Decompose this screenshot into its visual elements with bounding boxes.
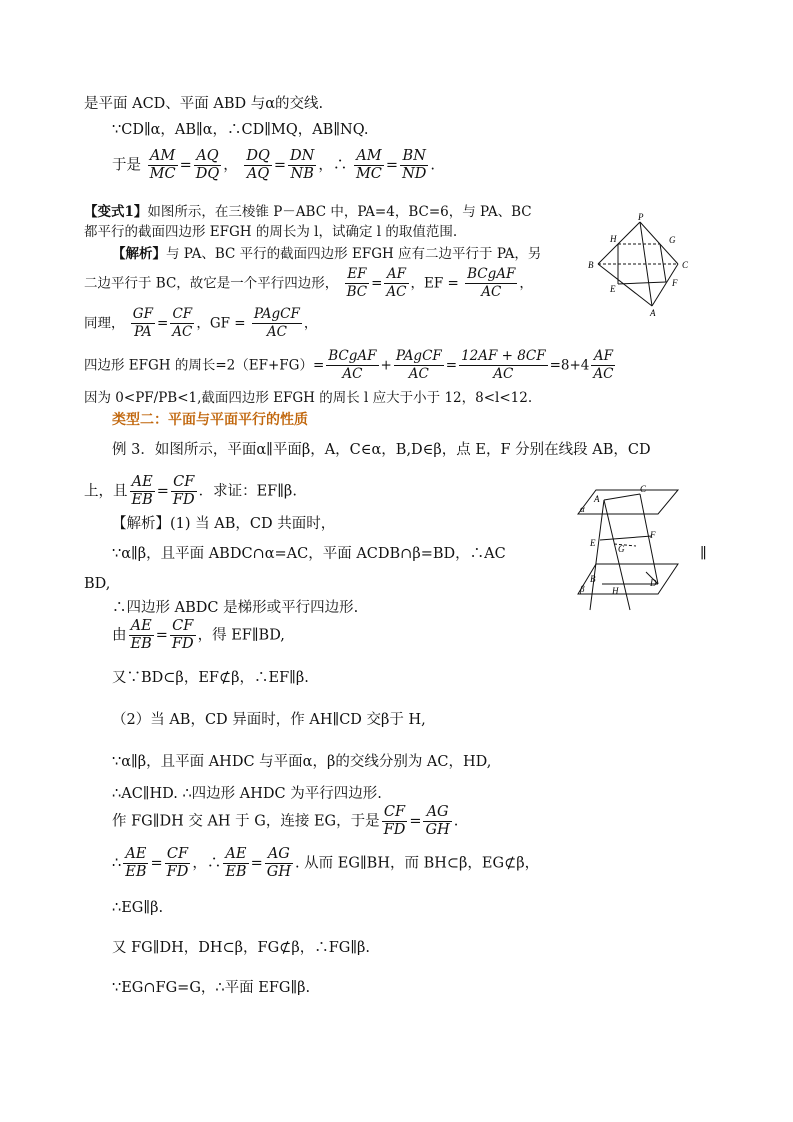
section-heading: 类型二：平面与平面平行的性质 [112,412,308,428]
label-B: B [588,260,594,270]
text-line: 【解析】(1) 当 AB，CD 共面时， [112,516,336,532]
fraction: $\frac{AM}{MC}$ [355,148,382,182]
text-line: 因为 0<PF/PB<1,截面四边形 EFGH 的周长 l 应大于小于 12，8<l<12. [84,390,533,406]
fraction: $\frac{AG}{GH}$ [425,804,450,838]
label-alpha: α [580,504,585,514]
fraction: $\frac{\text{PAgCF}}{AC}$ [395,348,442,382]
text-line: ∴四边形 ABDC 是梯形或平行四边形. [112,600,359,616]
variant-question: 【变式1】如图所示，在三棱锥 P－ABC 中，PA=4，BC=6，与 PA、BC [84,204,532,220]
text-line: ∴ $\frac{AE}{EB}$ = $\frac{CF}{FD}$ ，∴ $\frac{AE}{EB}$ = $\frac{AG}{GH}$ . 从而 EG∥BH，而 BH⊂β，EG⊄β， [112,846,540,880]
fraction: $\frac{AE}{EB}$ [130,618,152,652]
text-line: ∥ [700,546,707,562]
fraction: $\frac{AE}{EB}$ [125,846,147,880]
fraction: $\frac{AE}{EB}$ [131,474,153,508]
fraction: $\frac{\text{BCgAF}}{AC}$ [328,348,377,382]
fraction: $\frac{DQ}{AQ}$ [246,148,270,182]
fraction: $\frac{AE}{EB}$ [225,846,247,880]
label-H: H [610,234,617,244]
proportion-line: 于是 $\frac{AM}{MC}$ = $\frac{AQ}{DQ}$ ， $\frac{DQ}{AQ}$ = $\frac{DN}{NB}$ ，∴ $\frac{AM}{MC}$ = $\frac{BN}{ND}$ . [112,148,435,182]
label-H: H [612,586,619,596]
text-line: ∴AC∥HD. ∴四边形 AHDC 为平行四边形. [112,786,382,802]
fraction: $\frac{\text{PAgCF}}{AC}$ [253,306,300,340]
label-A: A [650,308,656,318]
label-F: F [650,530,656,540]
text-line: 又∵BD⊂β，EF⊄β，∴EF∥β. [112,670,309,686]
label-P: P [638,212,644,222]
text-line: ∵α∥β，且平面 ABDC∩α=AC，平面 ACDB∩β=BD，∴AC [112,546,506,562]
label-C: C [682,260,689,270]
fraction: $\frac{CF}{FD}$ [171,618,194,652]
label-E: E [590,538,596,548]
text-line: 作 FG∥DH 交 AH 于 G，连接 EG，于是 $\frac{CF}{FD}$ = $\frac{AG}{GH}$ . [112,804,459,838]
label-E: E [610,284,616,294]
text-line: 上，且 $\frac{AE}{EB}$ = $\frac{CF}{FD}$ ．求证：EF∥β. [84,474,297,508]
fraction: $\frac{AG}{GH}$ [266,846,291,880]
fraction: $\frac{EF}{BC}$ [346,266,368,300]
label-G: G [669,235,676,245]
fraction: $\frac{DN}{NB}$ [290,148,315,182]
fraction: $\frac{CF}{FD}$ [383,804,406,838]
fraction: $\frac{AF}{AC}$ [386,266,407,300]
fraction: $\frac{AQ}{DQ}$ [195,148,220,182]
label-B: B [590,574,596,584]
text-line: ∵CD∥α，AB∥α，∴CD∥MQ，AB∥NQ. [112,122,369,138]
text-line: ∵EG∩FG=G，∴平面 EFG∥β. [112,980,311,996]
text-line: ∴EG∥β. [112,900,164,916]
text-line: 由 $\frac{AE}{EB}$ = $\frac{CF}{FD}$ ，得 EF∥BD, [112,618,285,652]
text-line: 又 FG∥DH，DH⊂β，FG⊄β，∴FG∥β. [112,940,371,956]
label-C: C [640,484,647,494]
solution-line: 二边平行于 BC，故它是一个平行四边形， $\frac{EF}{BC}$ = $\frac{AF}{AC}$ ，EF = $\frac{\text{BCgAF}}{AC}$ ， [84,266,533,300]
solution-line: 四边形 EFGH 的周长=2（EF+FG）= $\frac{\text{BCgAF}}{AC}$ + $\frac{\text{PAgCF}}{AC}$ = $\frac{12AF + 8CF}{AC}$ =8+4 $\frac{AF}{AC}$ [84,348,614,382]
solution-line: 同理， $\frac{GF}{PA}$ = $\frac{CF}{AC}$ ，GF = $\frac{\text{PAgCF}}{AC}$ ， [84,306,318,340]
text-line: ∵α∥β，且平面 AHDC 与平面α，β的交线分别为 AC，HD, [112,754,492,770]
fraction: $\frac{AF}{AC}$ [593,348,614,382]
solution-line: 【解析】与 PA、BC 平行的截面四边形 EFGH 应有二边平行于 PA，另 [112,246,542,262]
fraction: $\frac{12AF + 8CF}{AC}$ [461,348,546,382]
fraction: $\frac{GF}{PA}$ [132,306,153,340]
text-line: （2）当 AB，CD 异面时，作 AH∥CD 交β于 H, [112,712,426,728]
label-F: F [672,278,678,288]
fraction: $\frac{AM}{MC}$ [149,148,176,182]
fraction: $\frac{CF}{FD}$ [172,474,195,508]
example-question: 例 3．如图所示，平面α∥平面β，A，C∈α，B,D∈β，点 E，F 分别在线段 AB，CD [112,442,651,458]
fraction: $\frac{CF}{AC}$ [172,306,193,340]
label-D: D [650,578,657,588]
fraction: $\frac{CF}{FD}$ [166,846,189,880]
parallel-planes-figure [574,480,686,620]
label-beta: β [580,584,585,594]
text-line: BD, [84,576,111,592]
text-line: 都平行的截面四边形 EFGH 的周长为 l，试确定 l 的取值范围. [84,224,458,240]
pyramid-figure [580,210,700,322]
text: 于是 [112,157,141,174]
fraction: $\frac{BN}{ND}$ [402,148,427,182]
label-A: A [594,494,600,504]
text-line: 是平面 ACD、平面 ABD 与α的交线. [84,96,324,112]
fraction: $\frac{\text{BCgAF}}{AC}$ [467,266,516,300]
label-G: G [618,544,625,554]
